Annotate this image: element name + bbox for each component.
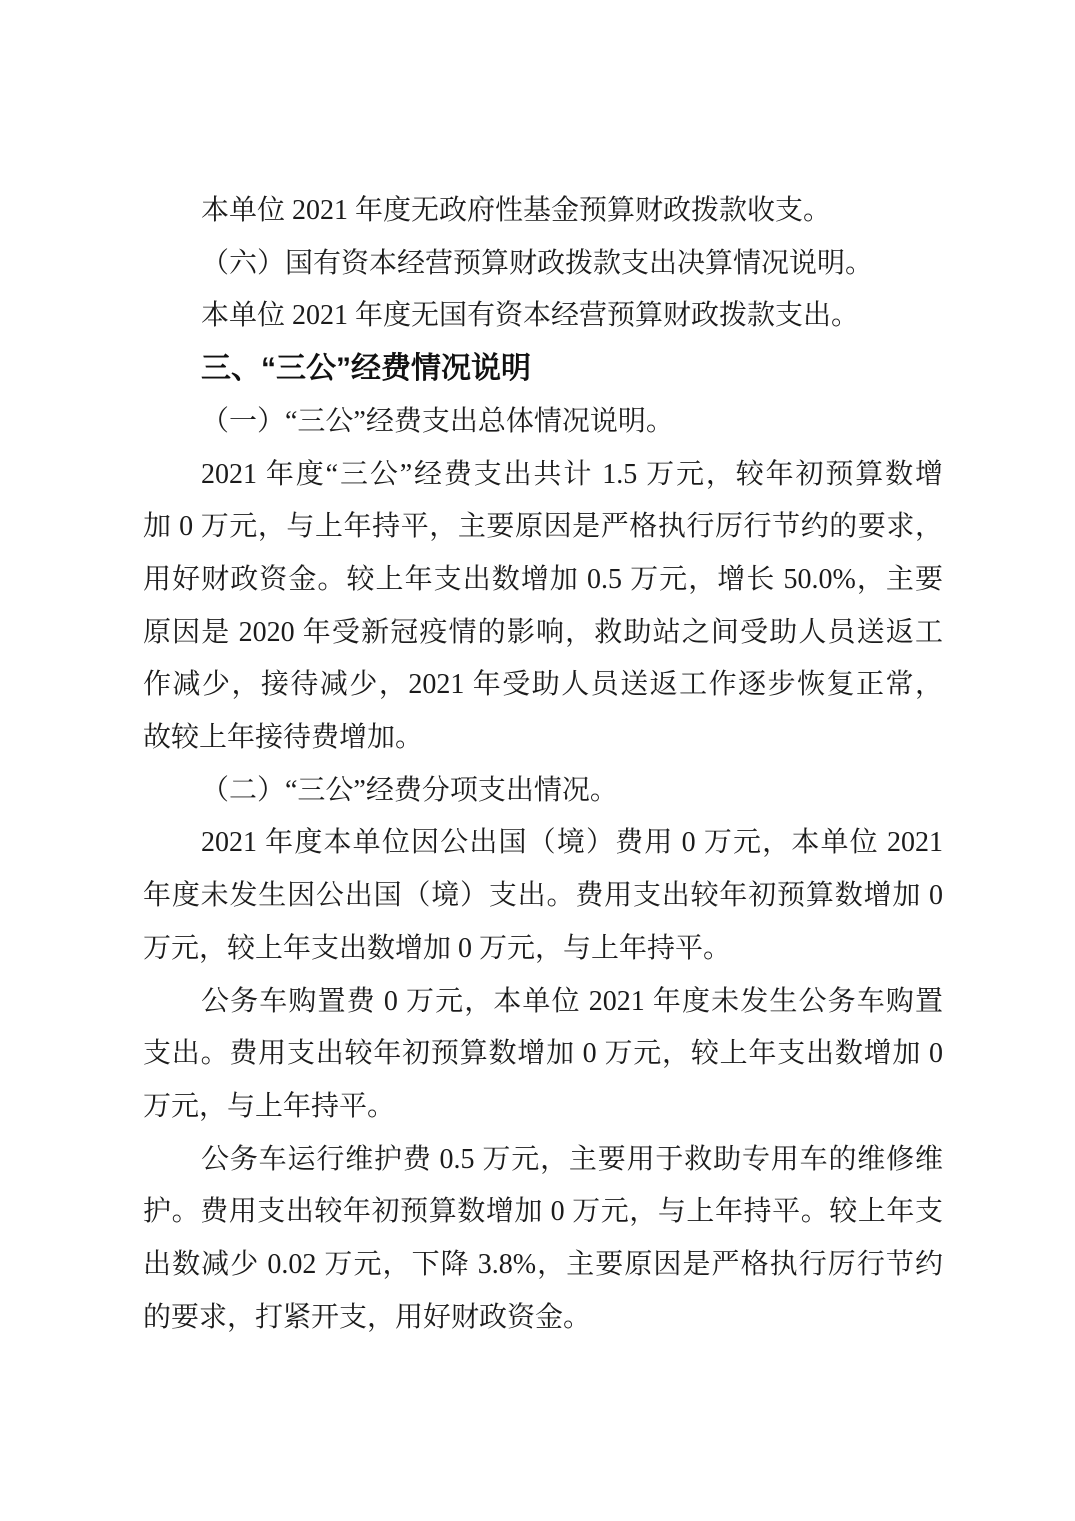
paragraph-line: 出数减少 0.02 万元，下降 3.8%，主要原因是严格执行厉行节约 (143, 1249, 943, 1281)
paragraph-line: 本单位 2021 年度无国有资本经营预算财政拨款支出。 (201, 300, 860, 332)
paragraph-line: 万元，较上年支出数增加 0 万元，与上年持平。 (143, 932, 732, 964)
document-body (143, 185, 943, 1344)
subsection-heading: （六）国有资本经营预算财政拨款支出决算情况说明。 (201, 247, 874, 279)
paragraph-line: 2021 年度“三公”经费支出共计 1.5 万元，较年初预算数增 (201, 458, 943, 490)
subsection-heading: （二）“三公”经费分项支出情况。 (201, 774, 618, 806)
paragraph-line: 作减少，接待减少，2021 年受助人员送返工作逐步恢复正常， (143, 669, 943, 701)
paragraph-line: 加 0 万元，与上年持平，主要原因是严格执行厉行节约的要求， (143, 511, 943, 543)
paragraph-line: 公务车购置费 0 万元，本单位 2021 年度未发生公务车购置 (201, 985, 943, 1017)
paragraph-line: 本单位 2021 年度无政府性基金预算财政拨款收支。 (201, 195, 832, 226)
section-heading: 三、“三公”经费情况说明 (201, 352, 531, 386)
paragraph-line: 万元，与上年持平。 (143, 1090, 396, 1122)
paragraph-line: 护。费用支出较年初预算数增加 0 万元，与上年持平。较上年支 (143, 1196, 943, 1228)
paragraph-line: 原因是 2020 年受新冠疫情的影响，救助站之间受助人员送返工 (143, 616, 943, 648)
paragraph-line: 的要求，打紧开支，用好财政资金。 (143, 1301, 592, 1333)
subsection-heading: （一）“三公”经费支出总体情况说明。 (201, 405, 674, 437)
paragraph-line: 支出。费用支出较年初预算数增加 0 万元，较上年支出数增加 0 (143, 1038, 943, 1070)
paragraph-line: 用好财政资金。较上年支出数增加 0.5 万元，增长 50.0%，主要 (143, 563, 943, 595)
paragraph-line: 年度未发生因公出国（境）支出。费用支出较年初预算数增加 0 (143, 880, 943, 912)
paragraph-line: 2021 年度本单位因公出国（境）费用 0 万元，本单位 2021 (201, 827, 943, 859)
paragraph-line: 故较上年接待费增加。 (143, 722, 424, 754)
paragraph-line: 公务车运行维护费 0.5 万元，主要用于救助专用车的维修维 (201, 1143, 943, 1175)
